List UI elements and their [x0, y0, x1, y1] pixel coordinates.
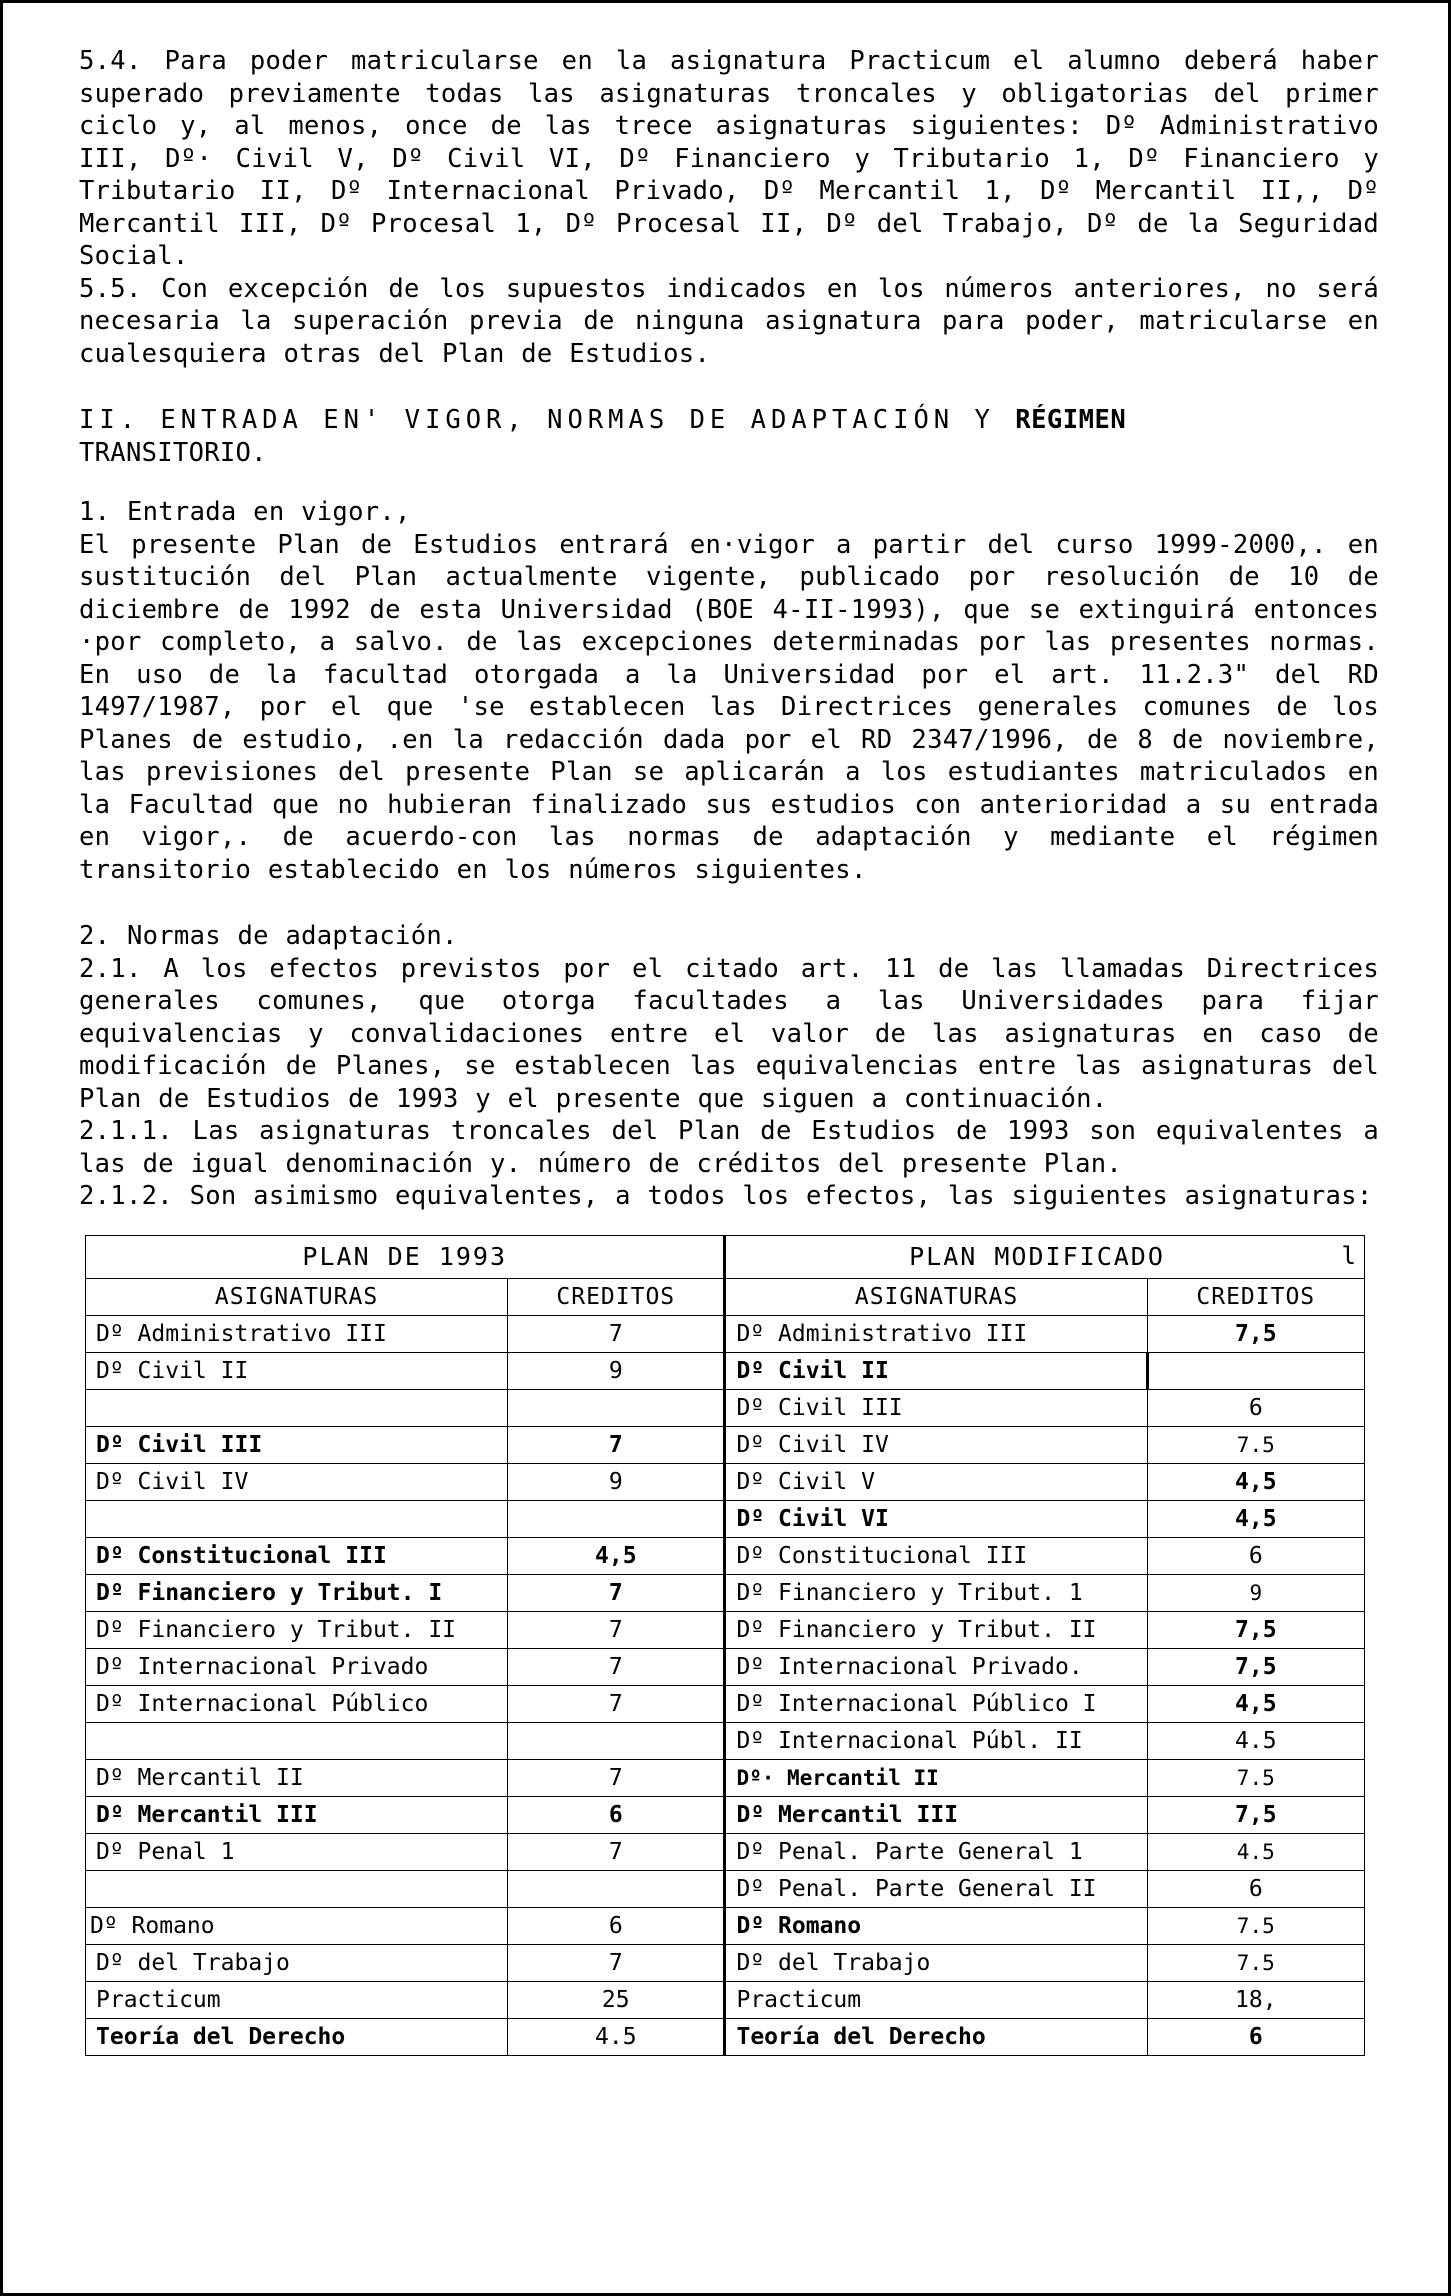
- cell-old-creditos: 9: [508, 1463, 725, 1500]
- cell-new-creditos: [1147, 1352, 1364, 1389]
- header-plan-modificado-label: PLAN MODIFICADO: [909, 1242, 1165, 1272]
- cell-old-creditos: 7: [508, 1648, 725, 1685]
- cell-new-asignatura: Practicum: [725, 1981, 1147, 2018]
- table-header-columns: [86, 1278, 1365, 1315]
- cell-new-asignatura-text: Teoría del Derecho: [736, 2023, 986, 2050]
- cell-new-creditos: 7,5: [1147, 1648, 1364, 1685]
- section-heading-regimen: RÉGIMEN: [1015, 405, 1127, 435]
- cell-new-asignatura: [725, 2018, 1147, 2055]
- cell-new-asignatura: Dº Civil V: [725, 1463, 1147, 1500]
- subsection-2-1-2: 2.1.2. Son asimismo equivalentes, a todos los efectos, las siguientes asignaturas:: [79, 1181, 1373, 1212]
- cell-old-creditos: 7: [508, 1759, 725, 1796]
- table-row: [86, 1648, 1365, 1685]
- cell-old-asignatura: [86, 2018, 508, 2055]
- cell-old-asignatura: Dº Mercantil II: [86, 1759, 508, 1796]
- cell-old-creditos: 7: [508, 1611, 725, 1648]
- subsection-1-title: 1. Entrada en vigor.,: [79, 497, 411, 528]
- cell-old-creditos: [508, 1500, 725, 1537]
- table-row: [86, 1537, 1365, 1574]
- cell-new-creditos: 4,5: [1147, 1685, 1364, 1722]
- cell-old-asignatura-text: Teoría del Derecho: [96, 2023, 346, 2050]
- table-row: [86, 1574, 1365, 1611]
- cell-new-asignatura: Dº Romano: [725, 1907, 1147, 1944]
- header-corner-mark: l: [1341, 1242, 1358, 1271]
- cell-new-creditos: 7,5: [1147, 1315, 1364, 1352]
- cell-new-creditos: 4.5: [1147, 1833, 1364, 1870]
- cell-old-asignatura: Dº Civil IV: [86, 1463, 508, 1500]
- cell-old-asignatura: Dº Civil II: [86, 1352, 508, 1389]
- cell-new-creditos: 4,5: [1147, 1463, 1364, 1500]
- cell-old-asignatura: Dº Internacional Público: [86, 1685, 508, 1722]
- table-row: [86, 1463, 1365, 1500]
- cell-new-creditos: 7.5: [1147, 1944, 1364, 1981]
- cell-new-creditos: 9: [1147, 1574, 1364, 1611]
- cell-old-asignatura: Dº Penal 1: [86, 1833, 508, 1870]
- table-row: [86, 1685, 1365, 1722]
- cell-new-creditos: 6: [1147, 2018, 1364, 2055]
- cell-new-asignatura: Dº del Trabajo: [725, 1944, 1147, 1981]
- cell-new-asignatura: Dº Financiero y Tribut. II: [725, 1611, 1147, 1648]
- cell-old-creditos: 4,5: [508, 1537, 725, 1574]
- cell-new-asignatura: Dº Penal. Parte General 1: [725, 1833, 1147, 1870]
- document-content: [79, 45, 1379, 2056]
- cell-old-creditos: [508, 1389, 725, 1426]
- cell-old-asignatura: Practicum: [86, 1981, 508, 2018]
- cell-old-asignatura: Dº Financiero y Tribut. I: [86, 1574, 508, 1611]
- cell-new-asignatura: Dº Civil II: [725, 1352, 1147, 1389]
- cell-old-asignatura: [86, 1389, 508, 1426]
- cell-old-asignatura: [86, 1722, 508, 1759]
- cell-old-creditos: 7: [508, 1944, 725, 1981]
- cell-new-creditos: 4,5: [1147, 1500, 1364, 1537]
- header-plan-modificado: [725, 1235, 1365, 1278]
- cell-old-asignatura: Dº del Trabajo: [86, 1944, 508, 1981]
- table-row: [86, 1870, 1365, 1907]
- cell-new-creditos: 7.5: [1147, 1907, 1364, 1944]
- table-row: [86, 1315, 1365, 1352]
- table-row: [86, 1796, 1365, 1833]
- cell-new-asignatura: Dº Civil VI: [725, 1500, 1147, 1537]
- cell-new-creditos: 7,5: [1147, 1796, 1364, 1833]
- table-row: [86, 1352, 1365, 1389]
- subsection-2-1: 2.1. A los efectos previstos por el citado art. 11 de las llamadas Directrices generales comunes, que otorga facultades a las Universidades para fijar equivalencias y convalidaciones entre el valor de las asignaturas en caso de modificación de Planes, se establecen las equivalencias entre las asignaturas del Plan de Estudios de 1993 y el presente que siguen a continuación.: [79, 953, 1379, 1114]
- cell-old-asignatura: [86, 1500, 508, 1537]
- cell-new-asignatura: Dº Internacional Públ. II: [725, 1722, 1147, 1759]
- table-row: [86, 1426, 1365, 1463]
- header-asignaturas-old: ASIGNATURAS: [86, 1278, 508, 1315]
- cell-new-asignatura: Dº Civil IV: [725, 1426, 1147, 1463]
- cell-new-asignatura: Dº· Mercantil II: [725, 1759, 1147, 1796]
- cell-old-creditos: [508, 1870, 725, 1907]
- cell-old-asignatura: Dº Financiero y Tribut. II: [86, 1611, 508, 1648]
- cell-new-creditos: 7.5: [1147, 1759, 1364, 1796]
- cell-old-creditos: 7: [508, 1574, 725, 1611]
- cell-new-asignatura: Dº Administrativo III: [725, 1315, 1147, 1352]
- header-asignaturas-new: ASIGNATURAS: [725, 1278, 1147, 1315]
- equivalences-table-wrapper: [85, 1235, 1365, 2056]
- cell-new-asignatura: Dº Civil III: [725, 1389, 1147, 1426]
- cell-old-creditos: 7: [508, 1426, 725, 1463]
- paragraph-5-5: 5.5. Con excepción de los supuestos indicados en los números anteriores, no será necesaria la superación previa de ninguna asignatura para poder, matricularse en cualesquiera otras del Plan de Estudios.: [79, 273, 1379, 369]
- cell-old-asignatura: [86, 1870, 508, 1907]
- cell-new-asignatura: Dº Financiero y Tribut. 1: [725, 1574, 1147, 1611]
- subsection-2-1-1: 2.1.1. Las asignaturas troncales del Plan de Estudios de 1993 son equivalentes a las de igual denominación y. número de créditos del presente Plan.: [79, 1116, 1379, 1179]
- subsection-2-title: 2. Normas de adaptación.: [79, 921, 458, 952]
- cell-new-asignatura: Dº Mercantil III: [725, 1796, 1147, 1833]
- cell-new-creditos: 6: [1147, 1870, 1364, 1907]
- table-body: [86, 1315, 1365, 2055]
- table-row: [86, 2018, 1365, 2055]
- subsection-1-body: El presente Plan de Estudios entrará en·vigor a partir del curso 1999-2000,. en sustitución del Plan actualmente vigente, publicado por resolución de 10 de diciembre de 1992 de esta Universidad (BOE 4-II-1993), que se extinguirá entonces ·por completo, a salvo. de las excepciones determinadas por las presentes normas. En uso de la facultad otorgada a la Universidad por el art. 11.2.3" del RD 1497/1987, por el que 'se establecen las Directrices generales comunes de los Planes de estudio, .en la redacción dada por el RD 2347/1996, de 8 de noviembre, las previsiones del presente Plan se aplicarán a los estudiantes matriculados en la Facultad que no hubieran finalizado sus estudios con anterioridad a su entrada en vigor,. de acuerdo-con las normas de adaptación y mediante el régimen transitorio establecido en los números siguientes.: [79, 529, 1379, 885]
- table-row: [86, 1981, 1365, 2018]
- cell-new-creditos: 7.5: [1147, 1426, 1364, 1463]
- header-creditos-old: CREDITOS: [508, 1278, 725, 1315]
- cell-new-creditos: 4.5: [1147, 1722, 1364, 1759]
- cell-old-creditos: 6: [508, 1907, 725, 1944]
- cell-old-creditos: 9: [508, 1352, 725, 1389]
- table-row: [86, 1722, 1365, 1759]
- cell-old-creditos: 4.5: [508, 2018, 725, 2055]
- cell-old-creditos: 7: [508, 1685, 725, 1722]
- header-plan-1993: PLAN DE 1993: [86, 1235, 725, 1278]
- table-row: [86, 1833, 1365, 1870]
- cell-new-asignatura: Dº Penal. Parte General II: [725, 1870, 1147, 1907]
- table-row: [86, 1759, 1365, 1796]
- cell-old-asignatura: Dº Romano: [80, 1907, 502, 1944]
- table-row: [86, 1389, 1365, 1426]
- table-row: [86, 1907, 1365, 1944]
- cell-old-asignatura: Dº Constitucional III: [86, 1537, 508, 1574]
- paragraph-5-4: 5.4. Para poder matricularse en la asignatura Practicum el alumno deberá haber superado previamente todas las asignaturas troncales y obligatorias del primer ciclo y, al menos, once de las trece asignaturas siguientes: Dº Administrativo III, Dº· Civil V, Dº Civil VI, Dº Financiero y Tributario 1, Dº Financiero y Tributario II, Dº Internacional Privado, Dº Mercantil 1, Dº Mercantil II,, Dº Mercantil III, Dº Procesal 1, Dº Procesal II, Dº del Trabajo, Dº de la Seguridad Social.: [79, 46, 1379, 271]
- cell-new-creditos: 7,5: [1147, 1611, 1364, 1648]
- table-row: [86, 1500, 1365, 1537]
- table-row: [86, 1611, 1365, 1648]
- cell-old-creditos: 25: [508, 1981, 725, 2018]
- equivalences-table: [85, 1235, 1365, 2056]
- cell-old-creditos: 7: [508, 1833, 725, 1870]
- cell-new-asignatura: Dº Internacional Privado.: [725, 1648, 1147, 1685]
- cell-old-creditos: [508, 1722, 725, 1759]
- cell-new-asignatura: Dº Internacional Público I: [725, 1685, 1147, 1722]
- cell-new-creditos: 18,: [1147, 1981, 1364, 2018]
- section-heading-ii: [79, 404, 1379, 470]
- cell-new-creditos: 6: [1147, 1389, 1364, 1426]
- cell-old-asignatura: Dº Civil III: [86, 1426, 508, 1463]
- table-row: [86, 1944, 1365, 1981]
- section-heading-line2: TRANSITORIO.: [79, 438, 267, 469]
- cell-old-creditos: 6: [508, 1796, 725, 1833]
- cell-old-asignatura: Dº Internacional Privado: [86, 1648, 508, 1685]
- table-header-plans: [86, 1235, 1365, 1278]
- cell-old-creditos: 7: [508, 1315, 725, 1352]
- header-creditos-new: CREDITOS: [1147, 1278, 1364, 1315]
- section-heading-line1: II. ENTRADA EN' VIGOR, NORMAS DE ADAPTACIÓN Y: [79, 405, 1016, 435]
- cell-new-creditos: 6: [1147, 1537, 1364, 1574]
- cell-old-asignatura: Dº Mercantil III: [86, 1796, 508, 1833]
- cell-new-asignatura: Dº Constitucional III: [725, 1537, 1147, 1574]
- cell-old-asignatura: Dº Administrativo III: [86, 1315, 508, 1352]
